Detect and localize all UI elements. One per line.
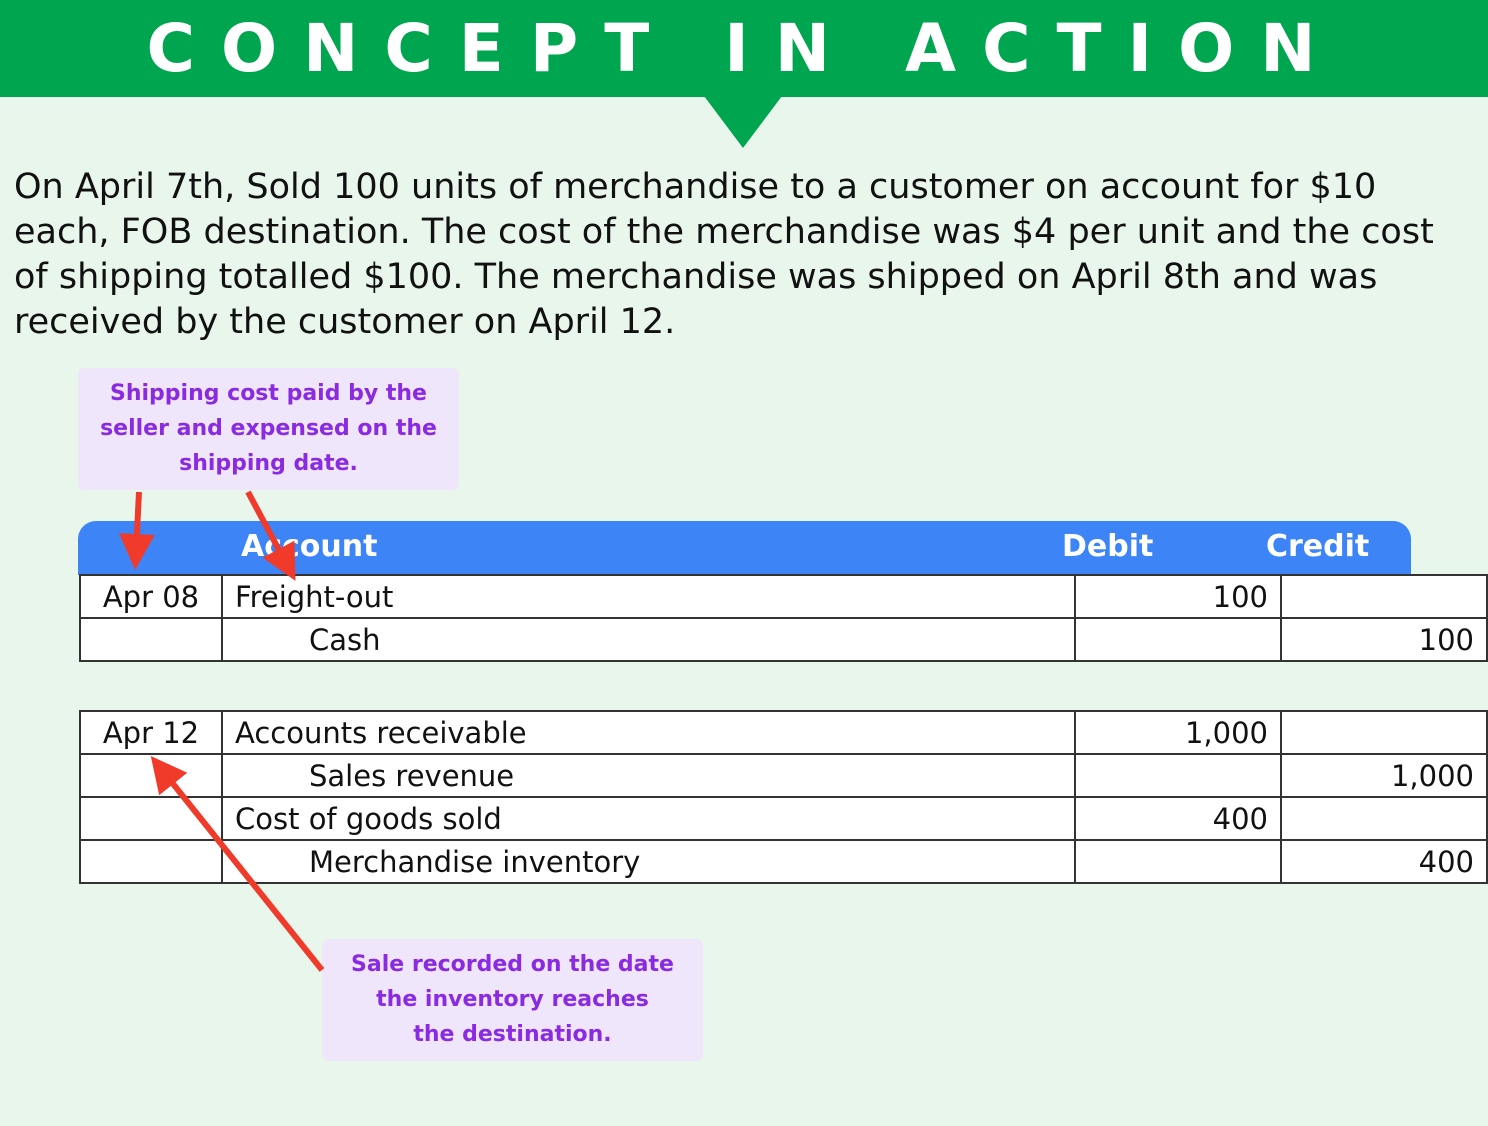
header-debit: Debit [1062,529,1154,564]
entry-account: Sales revenue [222,754,1075,797]
entry-date: Apr 12 [80,711,222,754]
note-sale-recorded: Sale recorded on the date the inventory reaches the destination. [322,939,703,1061]
entry-credit: 1,000 [1281,754,1487,797]
header-credit: Credit [1266,529,1370,564]
entry-account: Cash [222,618,1075,661]
scenario-text: On April 7th, Sold 100 units of merchandise to a customer on account for $10 each, FOB destination. The cost of the merchandise was $4 per unit and the cost of shipping totalled $100. The merchandise was shipped on April 8th and was received by the customer on April 12. [14,167,1434,342]
banner-title: CONCEPT IN ACTION [0,0,1488,97]
entry-debit: 1,000 [1075,711,1281,754]
header-account: Account [241,529,378,564]
entry-debit: 100 [1075,575,1281,618]
entry-account: Cost of goods sold [222,797,1075,840]
entry-debit: 400 [1075,797,1281,840]
entry-account: Freight-out [222,575,1075,618]
arrow-to-date-apr-12 [162,770,322,970]
arrow-to-date-apr-08 [136,492,139,552]
entry-credit: 100 [1281,618,1487,661]
entry-account: Merchandise inventory [222,840,1075,883]
entry-account: Accounts receivable [222,711,1075,754]
note-shipping-cost: Shipping cost paid by the seller and expensed on the shipping date. [78,368,459,490]
arrow-to-freight-out [248,492,287,565]
entry-credit: 400 [1281,840,1487,883]
entry-date: Apr 08 [80,575,222,618]
